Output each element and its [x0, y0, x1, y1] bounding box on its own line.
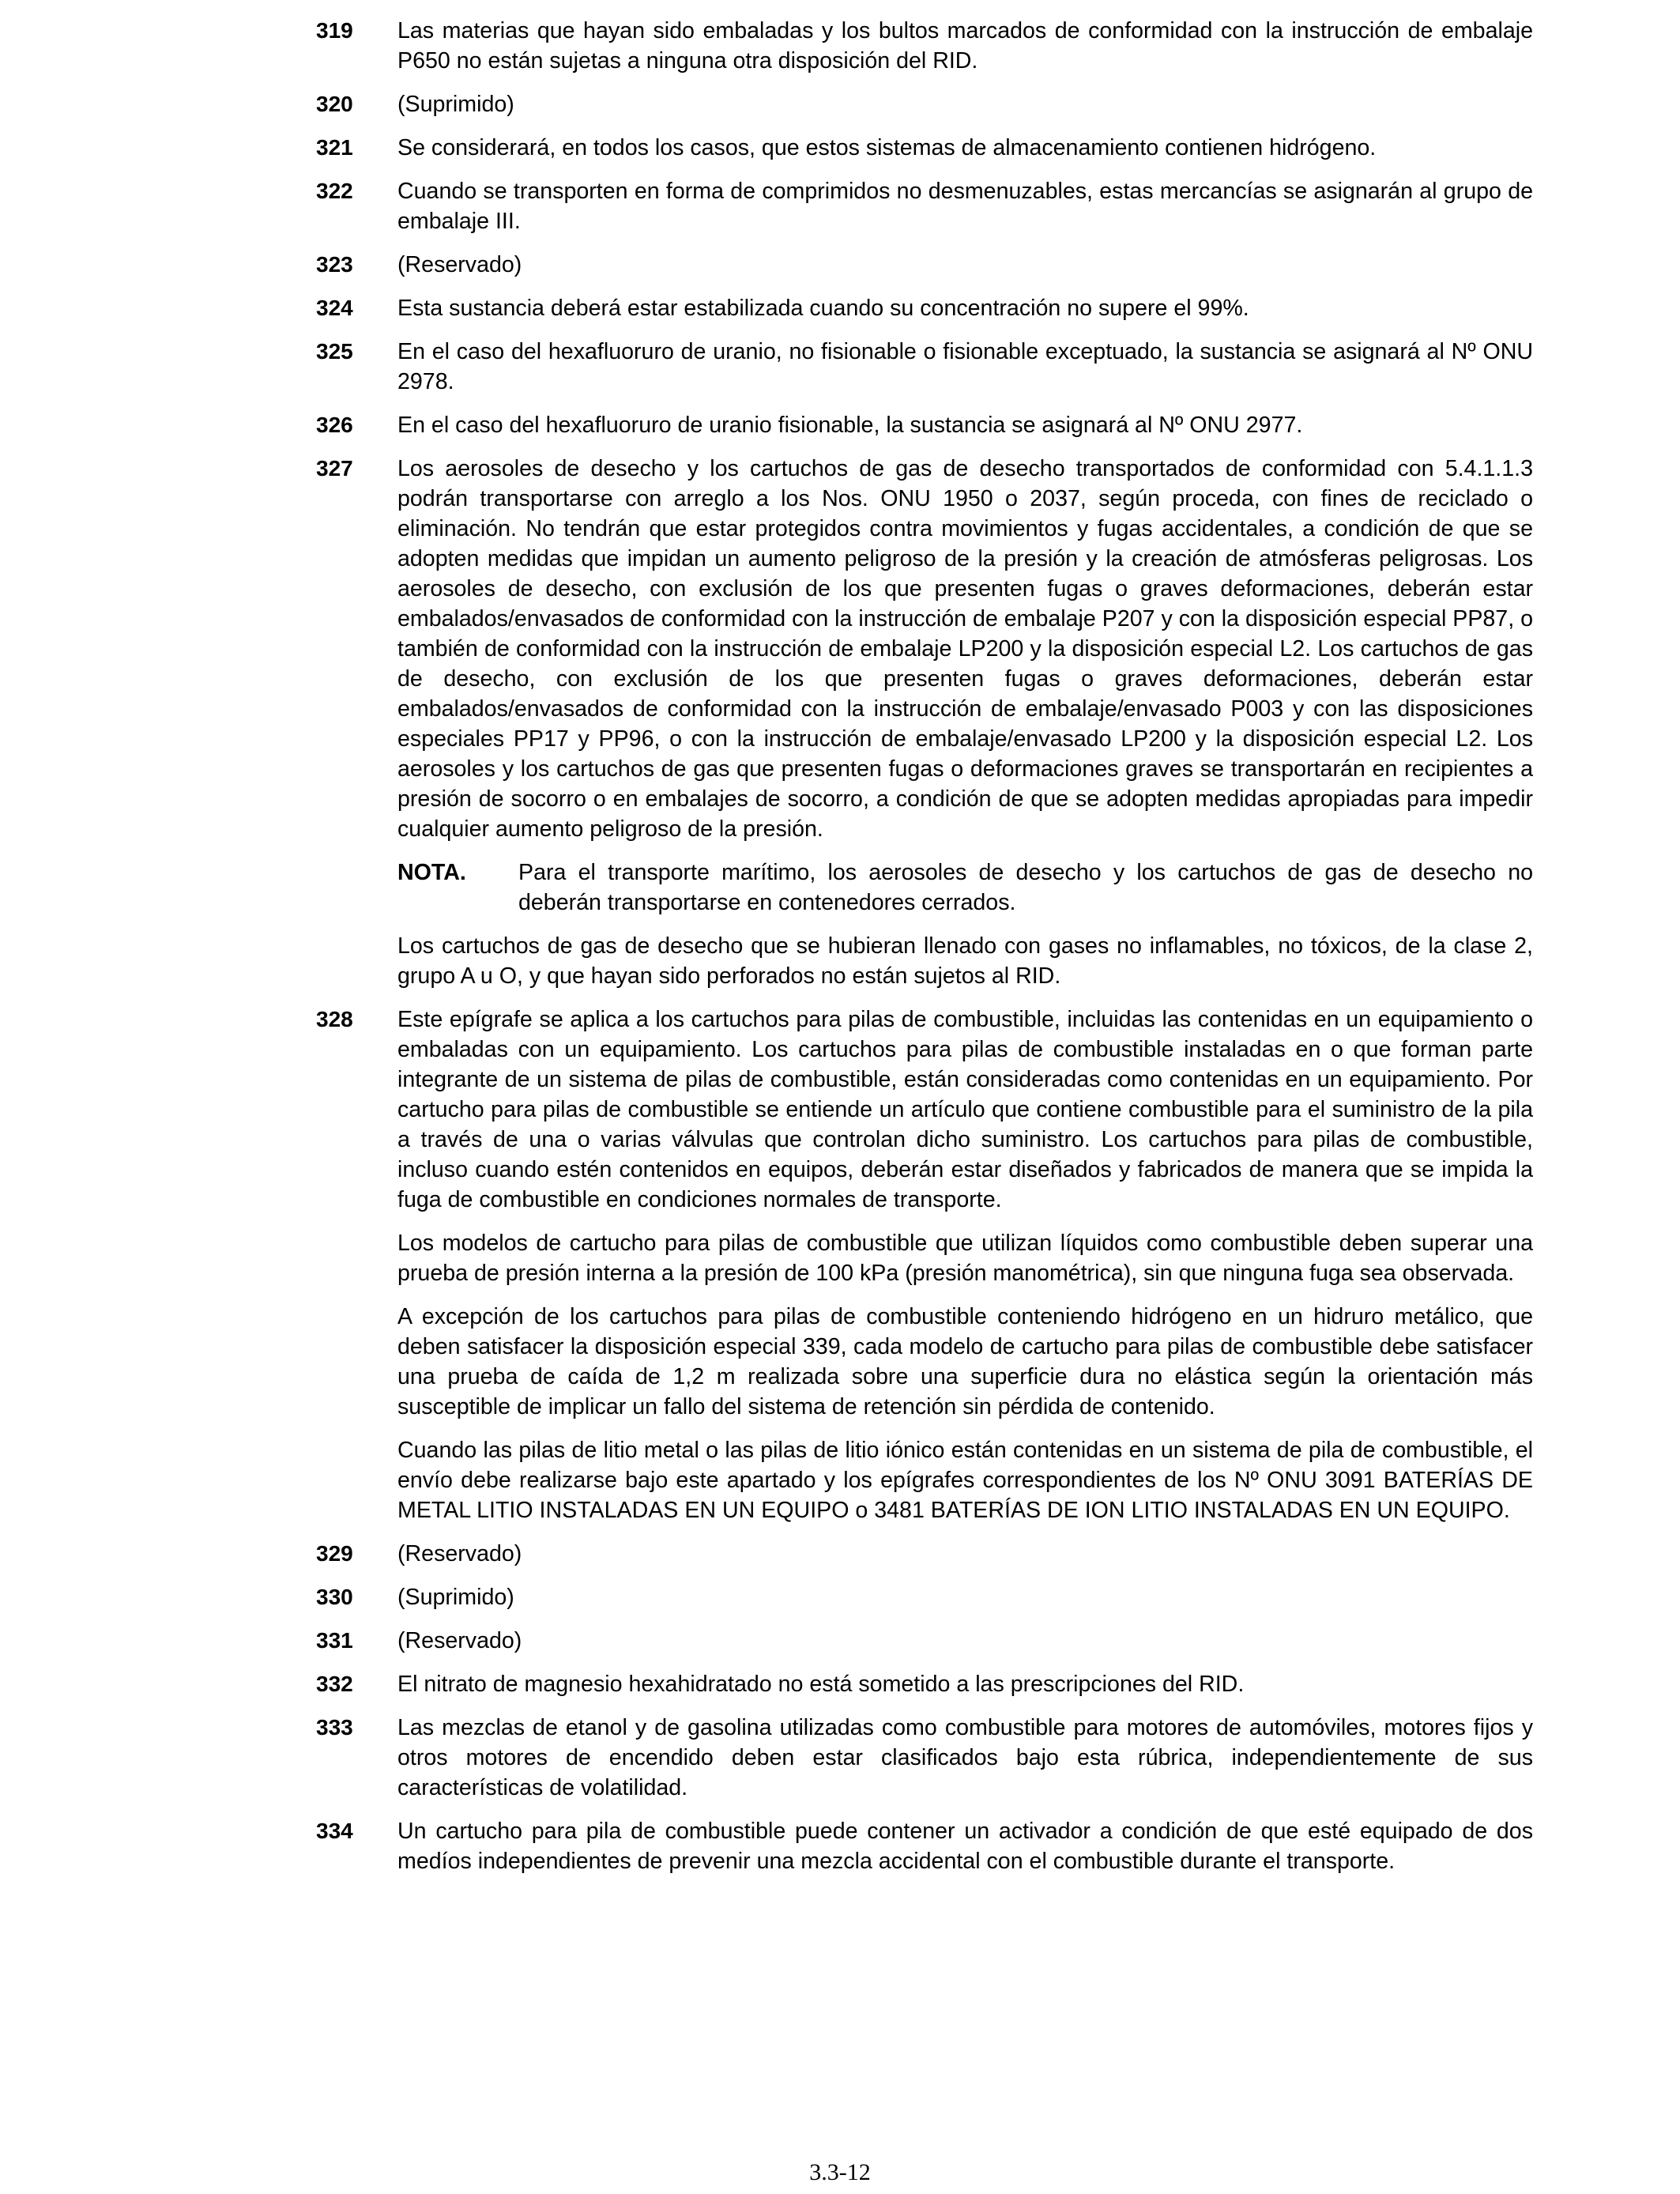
provision-number: 332 [316, 1672, 353, 1696]
note-block [397, 858, 1533, 918]
note-text: Para el transporte marítimo, los aerosoles de desecho y los cartuchos de gas de desecho no deberán transportarse en contenedores cerrados. [518, 860, 1533, 915]
provision-number: 323 [316, 252, 353, 277]
provision-text: Un cartucho para pila de combustible puede contener un activador a condición de que esté equipado de dos medíos independientes de prevenir una mezcla accidental con el combustible durante el transporte. [397, 1819, 1533, 1874]
provision-328 [316, 1005, 1533, 1525]
provision-text: Los modelos de cartucho para pilas de combustible que utilizan líquidos como combustible deben superar una prueba de presión interna a la presión de 100 kPa (presión manométrica), sin que ninguna fuga sea observada. [397, 1231, 1533, 1286]
provision-number: 326 [316, 413, 353, 437]
provision-text: (Reservado) [397, 1541, 522, 1566]
provision-number: 319 [316, 18, 353, 43]
provision-334 [316, 1816, 1533, 1876]
provision-text: Las materias que hayan sido embaladas y los bultos marcados de conformidad con la instrucción de embalaje P650 no están sujetas a ninguna otra disposición del RID. [397, 18, 1533, 74]
provision-329 [316, 1539, 1533, 1569]
provision-text: (Reservado) [397, 252, 522, 277]
provision-number: 324 [316, 296, 353, 320]
provision-number: 333 [316, 1715, 353, 1740]
provision-number: 325 [316, 339, 353, 364]
provision-319 [316, 16, 1533, 76]
provision-327 [316, 454, 1533, 991]
provision-number: 329 [316, 1541, 353, 1566]
provision-320 [316, 89, 1533, 119]
provision-text: (Suprimido) [397, 1585, 514, 1610]
provision-326 [316, 410, 1533, 440]
provision-text: Cuando se transporten en forma de comprimidos no desmenuzables, estas mercancías se asignarán al grupo de embalaje III. [397, 179, 1533, 234]
provision-text: Los cartuchos de gas de desecho que se hubieran llenado con gases no inflamables, no tóxicos, de la clase 2, grupo A u O, y que hayan sido perforados no están sujetos al RID. [397, 933, 1533, 989]
provision-text: En el caso del hexafluoruro de uranio fisionable, la sustancia se asignará al Nº ONU 2977. [397, 413, 1303, 438]
provision-number: 331 [316, 1628, 353, 1653]
provision-322 [316, 176, 1533, 236]
provision-331 [316, 1626, 1533, 1656]
provision-text: Este epígrafe se aplica a los cartuchos para pilas de combustible, incluidas las contenidas en un equipamiento o embaladas con un equipamiento. Los cartuchos para pilas de combustible instaladas en o que forman parte integrante de un sistema de pilas de combustible, están consideradas como contenidas en un equipamiento. Por cartucho para pilas de combustible se entiende un artículo que contiene combustible para el suministro de la pila a través de una o varias válvulas que controlan dicho suministro. Los cartuchos para pilas de combustible, incluso cuando estén contenidos en equipos, deberán estar diseñados y fabricados de manera que se impida la fuga de combustible en condiciones normales de transporte. [397, 1007, 1533, 1212]
provision-text: Se considerará, en todos los casos, que estos sistemas de almacenamiento contienen hidrógeno. [397, 135, 1377, 160]
provision-text: Cuando las pilas de litio metal o las pilas de litio iónico están contenidas en un sistema de pila de combustible, el envío debe realizarse bajo este apartado y los epígrafes correspondientes de los Nº ONU 3091 BATERÍAS DE METAL LITIO INSTALADAS EN UN EQUIPO o 3481 BATERÍAS DE ION LITIO INSTALADAS EN UN EQUIPO. [397, 1438, 1533, 1523]
provision-text: Esta sustancia deberá estar estabilizada cuando su concentración no supere el 99%. [397, 296, 1249, 321]
provision-text: Los aerosoles de desecho y los cartuchos de gas de desecho transportados de conformidad con 5.4.1.1.3 podrán transportarse con arreglo a los Nos. ONU 1950 o 2037, según proceda, con fines de reciclado o eliminación. No tendrán que estar protegidos contra movimientos y fugas accidentales, a condición de que se adopten medidas que impidan un aumento peligroso de la presión y la creación de atmósferas peligrosas. Los aerosoles de desecho, con exclusión de los que presenten fugas o graves deformaciones, deberán estar embalados/envasados de conformidad con la instrucción de embalaje P207 y con la disposición especial PP87, o también de conformidad con la instrucción de embalaje LP200 y la disposición especial L2. Los cartuchos de gas de desecho, con exclusión de los que presenten fugas o graves deformaciones, deberán estar embalados/envasados de conformidad con la instrucción de embalaje/envasado P003 y con las disposiciones especiales PP17 y PP96, o con la instrucción de embalaje/envasado LP200 y la disposición especial L2. Los aerosoles y los cartuchos de gas que presenten fugas o deformaciones graves se transportarán en recipientes a presión de socorro o en embalajes de socorro, a condición de que se adopten medidas apropiadas para impedir cualquier aumento peligroso de la presión. [397, 456, 1533, 842]
provision-332 [316, 1669, 1533, 1699]
provision-number: 327 [316, 456, 353, 481]
provision-325 [316, 337, 1533, 397]
provision-number: 334 [316, 1819, 353, 1843]
provision-number: 330 [316, 1585, 353, 1609]
provision-321 [316, 133, 1533, 163]
provision-text: A excepción de los cartuchos para pilas de combustible conteniendo hidrógeno en un hidruro metálico, que deben satisfacer la disposición especial 339, cada modelo de cartucho para pilas de combustible debe satisfacer una prueba de caída de 1,2 m realizada sobre una superficie dura no elástica según la orientación más susceptible de implicar un fallo del sistema de retención sin pérdida de contenido. [397, 1304, 1533, 1419]
provision-text: En el caso del hexafluoruro de uranio, no fisionable o fisionable exceptuado, la sustancia se asignará al Nº ONU 2978. [397, 339, 1533, 394]
note-label: NOTA. [397, 860, 466, 885]
provision-number: 321 [316, 135, 353, 160]
provision-323 [316, 250, 1533, 280]
page-number: 3.3-12 [809, 2159, 871, 2185]
provision-number: 322 [316, 179, 353, 203]
provision-324 [316, 293, 1533, 323]
provision-number: 328 [316, 1007, 353, 1031]
provision-330 [316, 1582, 1533, 1612]
provision-text: Las mezclas de etanol y de gasolina utilizadas como combustible para motores de automóviles, motores fijos y otros motores de encendido deben estar clasificados bajo esta rúbrica, independientemente de sus características de volatilidad. [397, 1715, 1533, 1800]
provision-333 [316, 1713, 1533, 1803]
provision-number: 320 [316, 92, 353, 116]
special-provisions-list [316, 16, 1533, 1890]
provision-text: (Reservado) [397, 1628, 522, 1653]
provision-text: (Suprimido) [397, 92, 514, 117]
provision-text: El nitrato de magnesio hexahidratado no está sometido a las prescripciones del RID. [397, 1672, 1245, 1697]
